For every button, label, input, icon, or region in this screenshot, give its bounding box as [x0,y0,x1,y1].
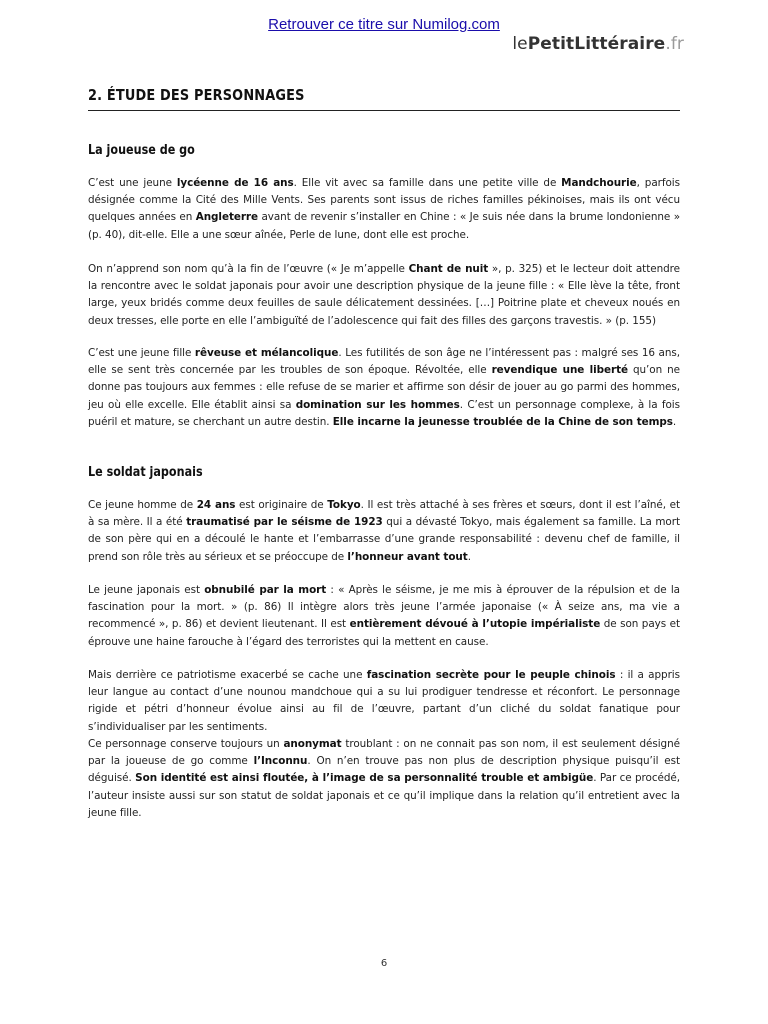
paragraph-text: . Il est très attaché à ses frères et sœurs, dont il est l’aîné, et à sa mère. Il a été [88,499,680,529]
paragraph-text: . Les futilités de son âge ne l’intéressent pas : malgré ses 16 ans, elle se sent très concernée par les troubles de son époque. Révoltée, elle [88,347,680,377]
emphasis-text: lycéenne de 16 ans [176,177,294,189]
chapter-heading [88,86,680,111]
paragraph-text: . [467,550,471,563]
emphasis-text: rêveuse et mélancolique [194,347,339,359]
paragraph-text: . On n’en trouve pas non plus de description physique puisqu’il est déguisé. [88,755,680,785]
emphasis-text: Chant de nuit [408,263,489,275]
paragraph-text: troublant : on ne connait pas son nom, il est seulement désigné par la joueuse de go comme [88,738,680,768]
section-title: Le soldat japonais [88,465,203,480]
emphasis-text: l’Inconnu [253,755,308,768]
paragraph-text: . C’est un personnage complexe, à la fois puéril et mature, se cherchant un autre destin. [88,398,680,428]
paragraph-text: qu’on ne donne pas toujours aux femmes : elle refuse de se marier et affirme son désir de jouer au go parmi des hommes, jeu où elle excelle. Elle établit ainsi sa [88,364,680,411]
emphasis-text: Mandchourie [561,177,637,189]
emphasis-text: Son identité est ainsi floutée, à l’image de sa personnalité trouble et ambigüe [135,772,594,785]
paragraph-text: », p. 325) et le lecteur doit attendre la rencontre avec le soldat japonais pour avoir une description physique de la jeune fille : « Elle lève la tête, front large, yeux bridés comme deux feuilles de saule délicatement dessinées. […] Poitrine plate et cheveux noués en deux tresses, elle porte en elle l’ambiguïté de l’adolescence qui fait des filles des garçons travestis. » (p. 155) [88,263,680,327]
paragraph-text: . Par ce procédé, l’auteur insiste aussi sur son statut de soldat japonais et ce qu’il implique dans la relation qu’il entretient avec la jeune fille. [88,772,680,819]
paragraph-text: qui a dévasté Tokyo, mais également sa famille. La mort de son père qui en a découlé le hante et l’embarrasse d’une grande responsabilité : devenu chef de famille, il prend son rôle très au sérieux et se préoccupe de [88,516,680,563]
paragraph-text: . Elle vit avec sa famille dans une petite ville de [293,177,562,189]
brand-logo [512,34,684,54]
emphasis-text: 24 ans [196,499,236,511]
paragraph [88,667,680,736]
paragraph-text: Ce jeune homme de [88,499,197,511]
brand-logo-suffix: .fr [665,34,684,54]
emphasis-text: l’honneur avant tout [347,550,468,563]
paragraph [88,175,680,244]
paragraph-text: , parfois désignée comme la Cité des Mille Vents. Ses parents sont issus de riches familles pékinoises, mais ils ont vécu quelques années en [88,177,680,224]
emphasis-text: revendique une liberté [491,364,628,377]
paragraph-text: : il a appris leur langue au contact d’une nounou mandchoue qui a su lui prodiguer tendresse et réconfort. Le personnage rigide et pétri d’honneur évolue ainsi au fil de l’œuvre, partant d’un cliché du soldat fanatique pour s’individualiser par les sentiments. [88,669,680,733]
paragraph-text: est originaire de [235,499,328,511]
paragraph-text: avant de revenir s’installer en Chine : « Je suis née dans la brume londonienne » (p. 40), dit-elle. Elle a une sœur aînée, Perle de lune, dont elle est proche. [88,211,680,241]
paragraph-text: Ce personnage conserve toujours un [88,738,284,750]
emphasis-text: obnubilé par la mort [204,584,327,596]
emphasis-text: entièrement dévoué à l’utopie impérialiste [349,618,601,631]
paragraph [88,345,680,431]
paragraph [88,261,680,330]
paragraph [88,582,680,651]
paragraph-text: . [672,415,677,428]
paragraph [88,497,680,566]
paragraph-text: On n’apprend son nom qu’à la fin de l’œuvre (« Je m’appelle [88,263,409,275]
chapter-title: 2. ÉTUDE DES PERSONNAGES [88,86,305,104]
emphasis-text: Elle incarne la jeunesse troublée de la Chine de son temps [332,415,673,428]
emphasis-text: anonymat [283,738,342,750]
paragraph-text: C’est une jeune fille [88,347,195,359]
emphasis-text: Tokyo [327,499,361,511]
emphasis-text: domination sur les hommes [295,398,460,411]
paragraph-text: C’est une jeune [88,177,177,189]
section-title: La joueuse de go [88,143,195,158]
paragraph-text: Le jeune japonais est [88,584,205,596]
paragraph [88,736,680,822]
numilog-link[interactable]: Retrouver ce titre sur Numilog.com [268,16,500,33]
paragraph-text: : « Après le séisme, je me mis à éprouver de la répulsion et de la fascination pour la mort. » (p. 86) Il intègre alors très jeune l’armée japonaise (« À seize ans, ma vie a recommencé », p. 86) et devient lieutenant. Il est [88,584,680,631]
brand-logo-name: PetitLittéraire [527,34,666,54]
paragraph-text: Mais derrière ce patriotisme exacerbé se cache une [88,669,367,681]
emphasis-text: fascination secrète pour le peuple chinois [366,669,616,681]
page-number: 6 [380,958,388,969]
paragraph-text: de son pays et éprouve une haine farouche à l’égard des terroristes qui la mettent en cause. [88,618,680,648]
emphasis-text: traumatisé par le séisme de 1923 [186,516,383,529]
emphasis-text: Angleterre [195,211,258,224]
brand-logo-prefix: le [512,34,528,54]
